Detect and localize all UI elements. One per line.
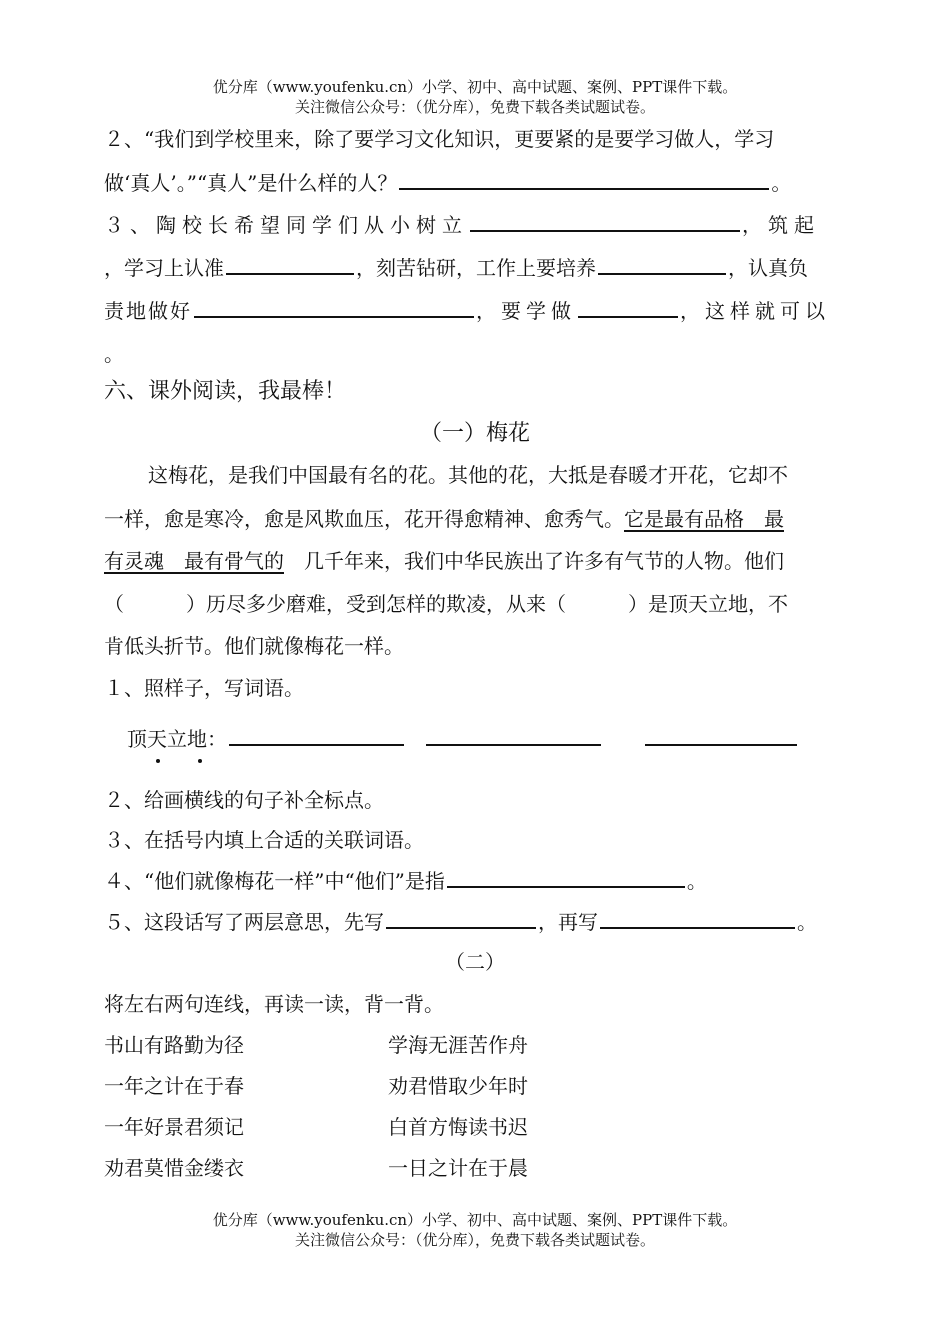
task-5-end: 。	[797, 910, 817, 934]
q2-end: 。	[771, 171, 792, 195]
q3-text-e: ，认真负	[728, 256, 808, 280]
task-4	[104, 866, 707, 895]
word-blank-1[interactable]	[229, 724, 404, 746]
q3-line-1	[104, 210, 820, 239]
task-5	[104, 907, 817, 936]
header-line-1: 优分库（www.youfenku.cn）小学、初中、高中试题、案例、PPT课件下载。	[212, 78, 738, 96]
passage-1-title: （一）梅花	[419, 421, 530, 446]
header-line-2: 关注微信公众号：（优分库），免费下载各类试题试卷。	[294, 98, 655, 116]
q3-blank-1[interactable]	[470, 210, 740, 232]
task-1: １、照样子，写词语。	[104, 676, 304, 700]
left-line-4[interactable]: 劝君莫惜金缕衣	[104, 1156, 244, 1180]
passage-1-line-4	[104, 590, 788, 618]
left-line-1[interactable]: 书山有路勤为径	[104, 1033, 244, 1057]
footer-line-2: 关注微信公众号：（优分库），免费下载各类试题试卷。	[294, 1231, 655, 1249]
q3-blank-3[interactable]	[598, 253, 726, 275]
passage-1-text: 一样，愈是寒冷，愈是风欺血压，花开得愈精神、愈秀气。	[104, 507, 624, 531]
task-5-blank-2[interactable]	[600, 907, 795, 929]
q3-text-c: ，学习上认准	[104, 256, 224, 280]
right-line-3[interactable]: 白首方悔读书迟	[388, 1115, 528, 1139]
passage-2-title: （二）	[445, 950, 505, 974]
task-5-text-a: ５、这段话写了两层意思，先写	[104, 910, 384, 934]
q3-text-d: ，刻苦钻研，工作上要培养	[356, 256, 596, 280]
q2-line-2	[104, 168, 791, 197]
passage-1-line-3	[104, 547, 784, 575]
q3-line-3	[104, 296, 830, 325]
q3-text-g: ，要学做	[476, 299, 576, 323]
q3-blank-5[interactable]	[578, 296, 678, 318]
q3-blank-4[interactable]	[194, 296, 474, 318]
task-4-end: 。	[686, 869, 707, 893]
left-line-2[interactable]: 一年之计在于春	[104, 1074, 244, 1098]
passage-1-text-2: 几千年来，我们中华民族出了许多有气节的人物。他们	[284, 549, 784, 573]
passage-1-text-3: ）历尽多少磨难，受到怎样的欺凌，从来（	[186, 592, 566, 616]
section-6-title: 六、课外阅读，我最棒！	[104, 379, 347, 404]
task-2: ２、给画横线的句子补全标点。	[104, 788, 384, 812]
task-4-blank[interactable]	[447, 866, 685, 888]
underlined-sentence-part-1: 它是最有品格 最	[624, 507, 784, 531]
emphasis-dot-1	[156, 759, 160, 763]
underlined-sentence-part-2: 有灵魂 最有骨气的	[104, 549, 284, 573]
q2-answer-blank[interactable]	[399, 168, 769, 190]
right-line-2[interactable]: 劝君惜取少年时	[388, 1074, 528, 1098]
q3-text-f: 责地做好	[104, 299, 192, 323]
example-word: 顶天立地：	[127, 727, 227, 751]
q3-blank-2[interactable]	[226, 253, 354, 275]
q3-text-h: ，这样就可以	[680, 299, 830, 323]
task-5-blank-1[interactable]	[386, 907, 536, 929]
paren-open-1: （	[104, 592, 124, 616]
left-line-3[interactable]: 一年好景君须记	[104, 1115, 244, 1139]
right-line-1[interactable]: 学海无涯苦作舟	[388, 1033, 528, 1057]
q3-line-4: 。	[104, 342, 124, 366]
task-3: ３、在括号内填上合适的关联词语。	[104, 828, 424, 852]
q2-line-1: ２、“我们到学校里来，除了要学习文化知识，更要紧的是要学习做人，学习	[104, 127, 775, 151]
word-blank-2[interactable]	[426, 724, 601, 746]
passage-1-line-2	[104, 505, 784, 533]
task-5-text-b: ，再写	[538, 910, 598, 934]
q3-line-2	[104, 253, 808, 282]
passage-1-line-5: 肯低头折节。他们就像梅花一样。	[104, 634, 404, 658]
passage-1-line-1: 这梅花，是我们中国最有名的花。其他的花，大抵是春暖才开花，它却不	[148, 463, 788, 487]
passage-2-instruction: 将左右两句连线，再读一读，背一背。	[104, 992, 444, 1016]
footer-line-1: 优分库（www.youfenku.cn）小学、初中、高中试题、案例、PPT课件下载。	[212, 1211, 738, 1229]
q3-text-b: ，筑起	[742, 213, 820, 237]
word-blank-3[interactable]	[645, 724, 797, 746]
task-1-example	[127, 724, 799, 753]
q2-text: 做‘真人’。”“真人”是什么样的人？	[104, 171, 398, 195]
q3-text-a: ３、陶校长希望同学们从小树立	[104, 213, 468, 237]
task-4-text: ４、“他们就像梅花一样”中“他们”是指	[104, 869, 445, 893]
right-line-4[interactable]: 一日之计在于晨	[388, 1156, 528, 1180]
emphasis-dot-2	[198, 759, 202, 763]
passage-1-text-4: ）是顶天立地，不	[628, 592, 788, 616]
